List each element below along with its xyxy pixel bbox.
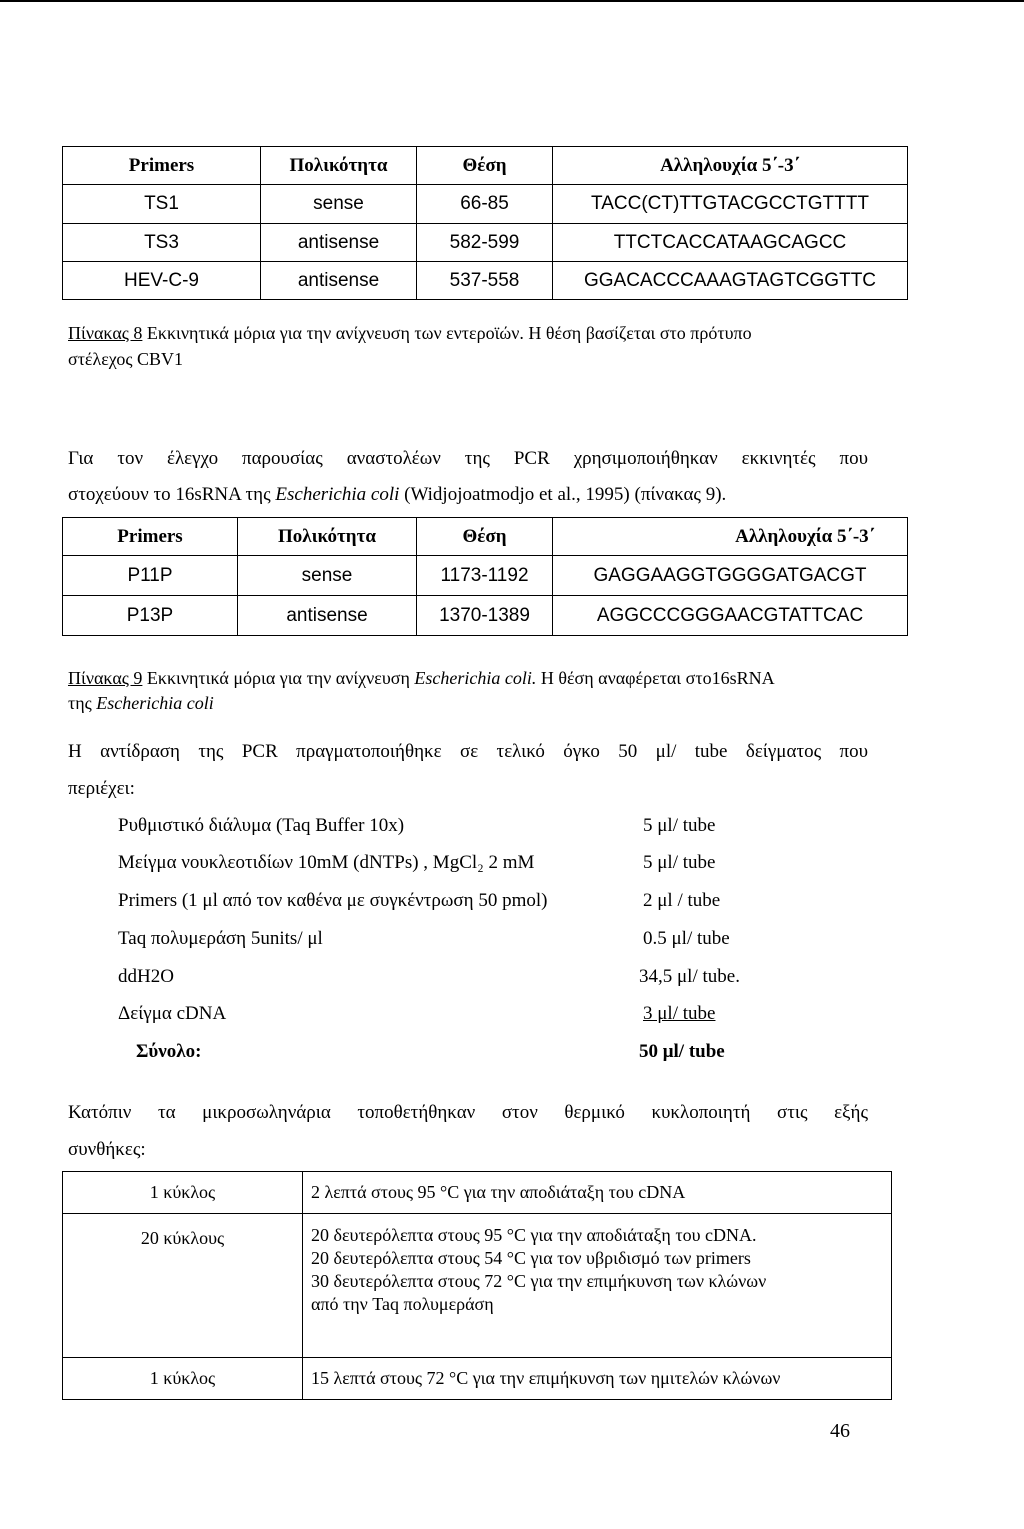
page-number: 46	[830, 1420, 850, 1442]
caption-label: Πίνακας 8	[68, 323, 143, 343]
reagent-name: Primers (1 μl από τον καθένα με συγκέντρωση 50 pmol)	[118, 890, 548, 911]
cycle-step: 2 λεπτά στους 95 °C για την αποδιάταξη του cDNA	[303, 1172, 892, 1214]
cycle-count: 1 κύκλος	[63, 1172, 303, 1214]
primer-polarity: antisense	[261, 224, 417, 262]
table-caption: Πίνακας 8 Εκκινητικά μόρια για την ανίχνευση των εντεροϊών. Η θέση βασίζεται στο πρότυπο	[68, 323, 752, 343]
table-row	[63, 224, 908, 262]
cycle-count: 1 κύκλος	[63, 1358, 303, 1400]
primer-sequence: GGACACCCAAAGTAGTCGGTTC	[553, 262, 908, 300]
table-row	[63, 596, 908, 636]
table-caption-line2: στέλεχος CBV1	[68, 349, 184, 369]
reagent-name: Δείγμα cDNA	[118, 1003, 227, 1024]
cycle-count: 20 κύκλους	[63, 1214, 303, 1358]
reagent-amount: 3 μl/ tube	[643, 1003, 716, 1024]
header-position: Θέση	[417, 518, 553, 556]
reagent-amount: 5 μl/ tube	[643, 815, 716, 836]
table-caption: Πίνακας 9 Εκκινητικά μόρια για την ανίχνευση Escherichia coli. Η θέση αναφέρεται στο16sRNA	[68, 668, 775, 688]
primer-name: TS3	[63, 224, 261, 262]
paragraph-line: συνθήκες:	[68, 1139, 146, 1160]
primer-position: 537-558	[417, 262, 553, 300]
reagent-amount: 2 μl / tube	[643, 890, 721, 911]
primer-name: P13P	[63, 596, 238, 636]
reagent-name: Taq πολυμεράση 5units/ μl	[118, 928, 323, 949]
reagent-name: Ρυθμιστικό διάλυμα (Taq Buffer 10x)	[118, 815, 405, 836]
primer-polarity: sense	[238, 556, 417, 596]
table-row	[63, 262, 908, 300]
header-primers: Primers	[63, 147, 261, 185]
paragraph-line: Κατόπιν τα μικροσωληνάρια τοποθετήθηκαν στον θερμικό κυκλοποιητή στις εξής	[68, 1102, 868, 1123]
header-sequence: Αλληλουχία 5΄-3΄	[553, 518, 908, 556]
table-row	[63, 556, 908, 596]
primer-polarity: antisense	[238, 596, 417, 636]
primer-sequence: AGGCCCGGGAACGTATTCAC	[553, 596, 908, 636]
reagent-name: Μείγμα νουκλεοτιδίων 10mM (dNTPs) , MgCl₂ 2 mM	[118, 852, 535, 873]
header-polarity: Πολικότητα	[261, 147, 417, 185]
reagent-amount: 34,5 μl/ tube.	[639, 966, 740, 987]
header-sequence: Αλληλουχία 5΄-3΄	[553, 147, 908, 185]
primer-position: 1370-1389	[417, 596, 553, 636]
table-row	[63, 1358, 892, 1400]
header-primers: Primers	[63, 518, 238, 556]
reagent-name: ddH2O	[118, 966, 174, 987]
paragraph-line: Η αντίδραση της PCR πραγματοποιήθηκε σε τελικό όγκο 50 μl/ tube δείγματος που	[68, 741, 868, 762]
primer-position: 1173-1192	[417, 556, 553, 596]
primer-polarity: sense	[261, 185, 417, 224]
total-amount: 50 μl/ tube	[639, 1041, 725, 1062]
header-polarity: Πολικότητα	[238, 518, 417, 556]
paragraph-line: περιέχει:	[68, 778, 135, 799]
primer-name: TS1	[63, 185, 261, 224]
scan-border-top	[0, 0, 1024, 2]
reagent-amount: 5 μl/ tube	[643, 852, 716, 873]
table-row	[63, 1214, 892, 1358]
paragraph-line: στοχεύουν το 16sRNA της Escherichia coli (Widjojoatmodjo et al., 1995) (πίνακας 9).	[68, 484, 727, 505]
table-row	[63, 185, 908, 224]
primer-polarity: antisense	[261, 262, 417, 300]
primer-name: P11P	[63, 556, 238, 596]
primer-sequence: TACC(CT)TTGTACGCCTGTTTT	[553, 185, 908, 224]
table-caption-line2: της Escherichia coli	[68, 693, 214, 713]
reagent-amount: 0.5 μl/ tube	[643, 928, 730, 949]
primers-table-ecoli	[62, 517, 908, 636]
primer-position: 66-85	[417, 185, 553, 224]
table-row	[63, 1172, 892, 1214]
primer-position: 582-599	[417, 224, 553, 262]
cycle-step: 20 δευτερόλεπτα στους 95 °C για την αποδιάταξη του cDNA. 20 δευτερόλεπτα στους 54 °C για τον υβριδισμό των primers 30 δευτερόλεπτα στους 72 °C για την επιμήκυνση των κλώνων από την Taq πολυμεράση	[303, 1214, 892, 1358]
caption-label: Πίνακας 9	[68, 668, 143, 688]
header-position: Θέση	[417, 147, 553, 185]
primer-sequence: TTCTCACCATAAGCAGCC	[553, 224, 908, 262]
primer-name: HEV-C-9	[63, 262, 261, 300]
total-label: Σύνολο:	[136, 1041, 202, 1062]
thermal-cycling-table	[62, 1171, 892, 1400]
primers-table-enterovirus	[62, 146, 908, 300]
cycle-step: 15 λεπτά στους 72 °C για την επιμήκυνση των ημιτελών κλώνων	[303, 1358, 892, 1400]
primer-sequence: GAGGAAGGTGGGGATGACGT	[553, 556, 908, 596]
paragraph-line: Για τον έλεγχο παρουσίας αναστολέων της PCR χρησιμοποιήθηκαν εκκινητές που	[68, 448, 868, 469]
